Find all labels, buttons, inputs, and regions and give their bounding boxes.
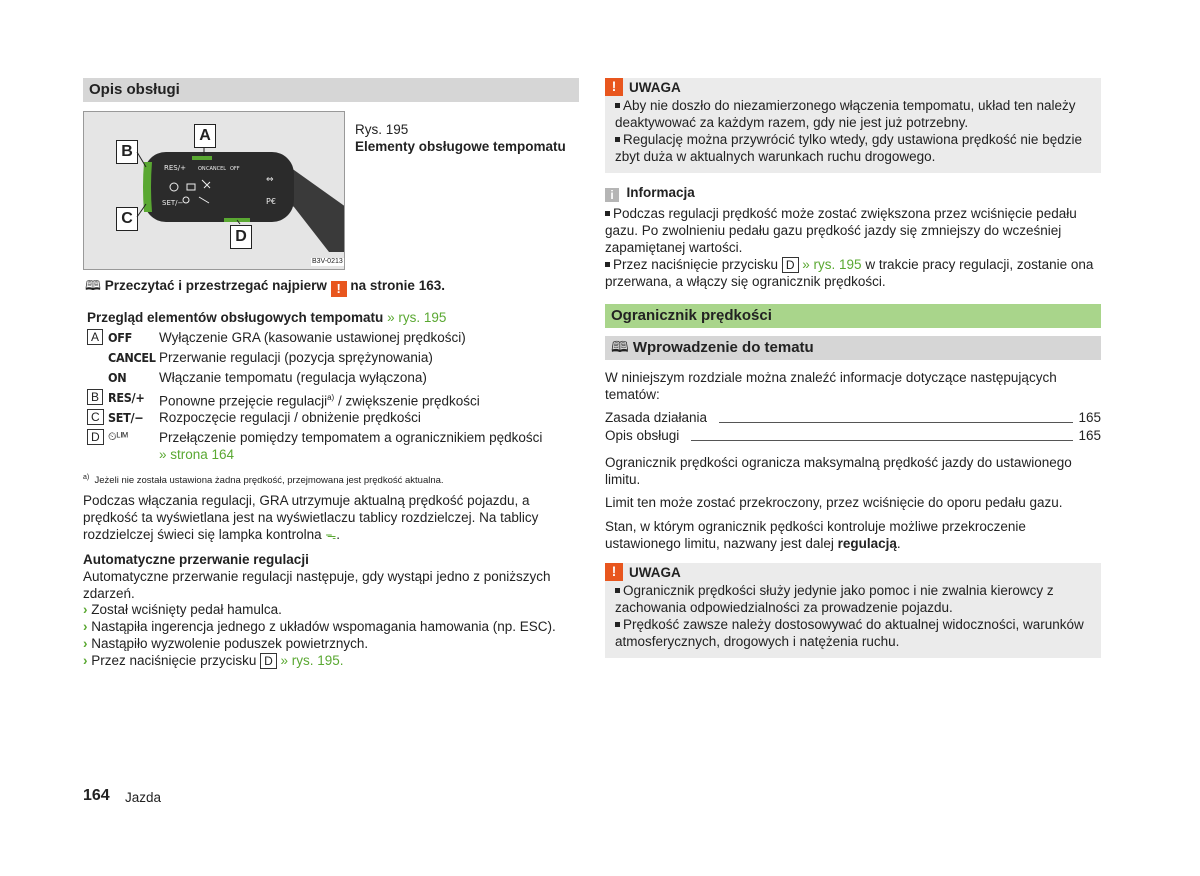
book-icon: 🕮 <box>85 278 101 293</box>
overview-item-desc: Przerwanie regulacji (pozycja sprężynowania) <box>159 350 433 365</box>
auto-list <box>83 601 580 669</box>
list-item: › Nastąpiła ingerencja jednego z układów wspomagania hamowania (np. ESC). <box>83 619 556 634</box>
auto-intro: Automatyczne przerwanie regulacji następuje, gdy wystąpi jedno z poniższych zdarzeń. <box>83 569 551 601</box>
overview-item-label: SET/− <box>108 410 144 425</box>
lever-label-off: OFF <box>230 166 240 172</box>
list-item: Ogranicznik prędkości służy jedynie jako pomoc i nie zwalnia kierowcy z zachowania odpowiedzialności za prowadzenie pojazdu. <box>615 583 1054 615</box>
overview-item-label: CANCEL <box>108 350 156 365</box>
list-item: › Nastąpiło wyzwolenie poduszek powietrznych. <box>83 636 369 651</box>
overview-item-desc: Przełączenie pomiędzy tempomatem a ogranicznikiem pędkości » strona 164 <box>159 430 543 462</box>
list-item: Aby nie doszło do niezamierzonego włączenia tempomatu, układ ten należy deaktywować za każdym razem, gdy nie jest już potrzebny. <box>615 98 1076 130</box>
lever-label-cancel: CANCEL <box>206 166 227 172</box>
overview-ref-link[interactable]: » rys. 195 <box>387 310 447 325</box>
overview-item <box>87 369 577 389</box>
callout-leaders <box>84 112 344 269</box>
warning-box-1 <box>605 78 1101 173</box>
warning-text <box>615 582 1093 650</box>
page-number: 164 <box>83 787 110 804</box>
section-title-ogranicznik: Ogranicznik prędkości <box>605 304 1101 328</box>
book-icon: 🕮 <box>611 339 629 356</box>
key-d: D <box>782 257 799 273</box>
figure-code: B3V-0213 <box>312 258 343 265</box>
warning-box-2 <box>605 563 1101 658</box>
overview-item <box>87 409 577 429</box>
paragraph: Limit ten może zostać przekroczony, przez wciśnięcie do oporu pedału gazu. <box>605 495 1063 510</box>
figure-caption-title: Elementy obsługowe tempomatu <box>355 139 566 154</box>
callout-b: B <box>116 140 138 164</box>
callout-a: A <box>194 124 216 148</box>
lever-label-set: SET/− <box>162 199 184 207</box>
warning-text <box>615 97 1093 165</box>
overview-item-label: ON <box>108 370 127 385</box>
overview-item-label: OFF <box>108 330 133 345</box>
warning-icon: ! <box>331 281 347 297</box>
key-a: A <box>87 329 103 345</box>
read-note <box>85 277 575 297</box>
callout-c: C <box>116 207 138 231</box>
list-item: Regulację można przywrócić tylko wtedy, gdy ustawiona prędkość nie będzie zbyt duża w aktualnych warunkach ruchu drogowego. <box>615 132 1082 164</box>
subsection-title: 🕮 Wprowadzenie do tematu <box>605 336 1101 360</box>
overview-title: Przegląd elementów obsługowych tempomatu » rys. 195 <box>87 310 447 325</box>
read-note-text: Przeczytać i przestrzegać najpierw <box>104 278 327 293</box>
read-note-text-2: na stronie <box>350 278 415 293</box>
figure-cruise-control-lever <box>83 111 345 270</box>
list-item: Podczas regulacji prędkość może zostać zwiększona przez wciśnięcie pedału gazu. Po zwolnieniu pedału gazu prędkość jazdy się zmniejszy do wcześniej zapamiętanej wartości. <box>605 206 1077 255</box>
callout-d: D <box>230 225 252 249</box>
list-item: Prędkość zawsze należy dostosowywać do aktualnej widoczności, warunków atmosferycznych, drogowych i natężenia ruchu. <box>615 617 1084 649</box>
overview-item-desc: Rozpoczęcie regulacji / obniżenie prędkości <box>159 410 421 425</box>
overview-item <box>87 329 577 349</box>
auto-title: Automatyczne przerwanie regulacji <box>83 552 309 567</box>
footnote: $^{a)}$ Jeżeli nie została ustawiona żadna prędkość, przejmowana jest prędkość aktualna. <box>83 474 444 487</box>
key-b: B <box>87 389 103 405</box>
info-ref-link[interactable]: » rys. 195 <box>802 257 862 272</box>
read-note-page: 163. <box>418 278 445 293</box>
paragraph-gra: Podczas włączania regulacji, GRA utrzymuje aktualną prędkość pojazdu, a prędkość ta wyświetlana jest na wyświetlaczu tablicy rozdzielczej. Na tablicy rozdzielczej świeci się lampka kontrolna ᯓ. <box>83 493 539 542</box>
info-icon: i <box>605 188 619 202</box>
overview-item-desc: Wyłączenie GRA (kasowanie ustawionej prędkości) <box>159 330 466 345</box>
lever-label-res: RES/+ <box>164 164 186 172</box>
limiter-icon: ⏲ᴸᴵᴹ <box>108 431 128 443</box>
svg-text:P€: P€ <box>266 197 276 206</box>
paragraph: Ogranicznik prędkości ogranicza maksymalną prędkość jazdy do ustawionego limitu. <box>605 455 1072 487</box>
lever-label-on: ON <box>198 166 206 172</box>
chapter-name: Jazda <box>125 790 162 805</box>
key-d: D <box>260 653 277 669</box>
warning-title: UWAGA <box>629 80 681 95</box>
control-lamp-icon: ᯓ <box>325 530 337 542</box>
auto-ref-link[interactable]: » rys. 195. <box>280 653 344 668</box>
list-item: › Został wciśnięty pedał hamulca. <box>83 602 282 617</box>
info-box <box>605 184 1101 290</box>
toc-entry[interactable]: Opis obsługi 165 <box>605 428 1101 443</box>
overview-item-ref-link[interactable]: » strona 164 <box>159 447 235 462</box>
overview-item-desc: Ponowne przejęcie regulacji$^{a)}$ / zwiększenie prędkości <box>159 393 480 409</box>
warning-icon: ! <box>605 78 623 96</box>
key-d: D <box>87 429 104 445</box>
list-item: › Przez naciśnięcie przycisku D » rys. 195. <box>83 653 344 668</box>
intro-text: W niniejszym rozdziale można znaleźć informacje dotyczące następujących tematów: <box>605 370 1057 402</box>
paragraph: Stan, w którym ogranicznik pędkości kontroluje możliwe przekroczenie ustawionego limitu, nazwany jest dalej regulacją. <box>605 519 1026 551</box>
info-title: Informacja <box>626 185 695 200</box>
key-c: C <box>87 409 104 425</box>
overview-item-desc: Włączanie tempomatu (regulacja wyłączona) <box>159 370 427 385</box>
overview-item <box>87 349 577 369</box>
warning-title: UWAGA <box>629 565 681 580</box>
overview-item <box>87 389 577 409</box>
overview-item-label: RES/+ <box>108 390 145 405</box>
figure-caption-ref: Rys. 195 <box>355 122 409 137</box>
overview-list <box>87 329 577 465</box>
warning-icon: ! <box>605 563 623 581</box>
overview-item <box>87 429 577 465</box>
list-item: Przez naciśnięcie przycisku D » rys. 195 w trakcie pracy regulacji, zostanie ona przerwana, a włączy się ogranicznik prędkości. <box>605 257 1094 289</box>
section-title-opis-obslugi: Opis obsługi <box>83 78 579 102</box>
toc-entry[interactable]: Zasada działania 165 <box>605 410 1101 425</box>
svg-text:⇔: ⇔ <box>266 175 274 185</box>
